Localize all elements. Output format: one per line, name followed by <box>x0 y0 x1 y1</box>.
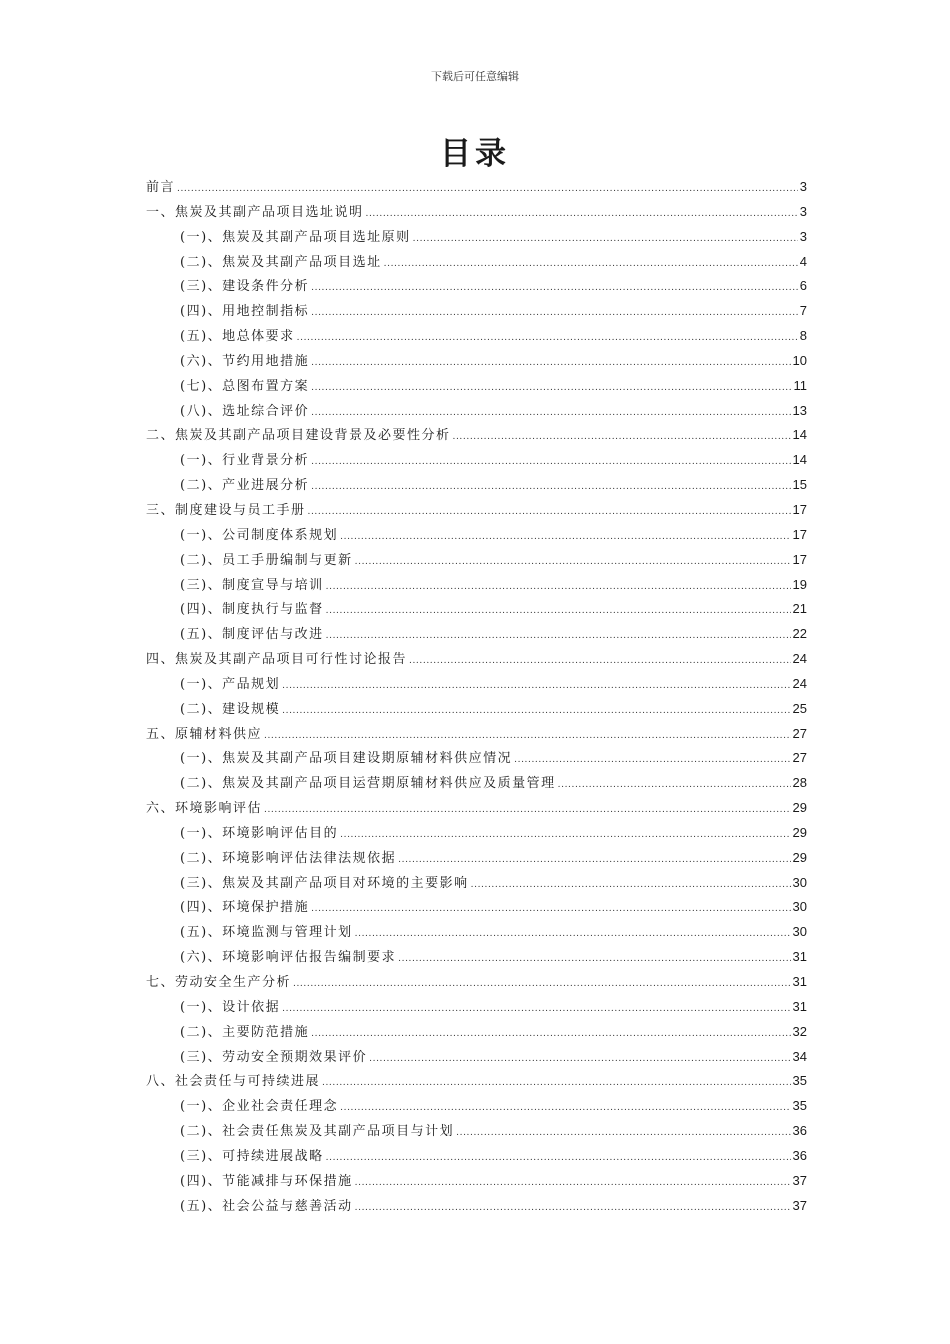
toc-subsection-entry[interactable] <box>146 821 807 846</box>
toc-subsection-entry[interactable] <box>146 746 807 771</box>
toc-dot-leader <box>311 376 791 401</box>
toc-dot-leader <box>311 401 790 426</box>
toc-dot-leader <box>453 425 791 450</box>
toc-section-entry[interactable] <box>146 722 807 747</box>
toc-section-entry[interactable] <box>146 1069 807 1094</box>
toc-page-number: 6 <box>799 278 807 294</box>
toc-page-number: 22 <box>792 626 807 642</box>
toc-entry-label: (一)、公司制度体系规划 <box>180 527 339 543</box>
toc-page-number: 24 <box>792 651 807 667</box>
toc-entry-label: (八)、选址综合评价 <box>180 403 310 419</box>
toc-subsection-entry[interactable] <box>146 597 807 622</box>
toc-entry-label: 二、焦炭及其副产品项目建设背景及必要性分析 <box>146 428 451 444</box>
toc-entry-label: 八、社会责任与可持续进展 <box>146 1074 321 1090</box>
toc-page-number: 32 <box>792 1023 807 1039</box>
toc-subsection-entry[interactable] <box>146 995 807 1020</box>
toc-entry-label: 七、劳动安全生产分析 <box>146 975 292 990</box>
toc-page-number: 30 <box>792 924 807 940</box>
toc-entry-label: (六)、环境影响评估报告编制要求 <box>180 950 397 966</box>
toc-page-number: 3 <box>799 179 807 194</box>
toc-page-number: 14 <box>792 427 807 443</box>
toc-dot-leader <box>366 202 798 227</box>
toc-entry-label: (一)、企业社会责任理念 <box>180 1099 339 1115</box>
toc-dot-leader <box>264 798 791 823</box>
toc-page-number: 19 <box>792 576 807 592</box>
toc-subsection-entry[interactable] <box>146 324 807 349</box>
toc-dot-leader <box>311 351 790 376</box>
toc-entry-label: (四)、节能减排与环保措施 <box>180 1173 353 1189</box>
toc-subsection-entry[interactable] <box>146 299 807 324</box>
toc-page-number: 29 <box>792 849 807 865</box>
toc-entry-label: (五)、地总体要求 <box>180 329 295 345</box>
toc-dot-leader <box>384 252 798 277</box>
toc-entry-label: (二)、员工手册编制与更新 <box>180 552 353 568</box>
toc-dot-leader <box>471 873 791 898</box>
toc-page-number: 37 <box>792 1172 807 1188</box>
toc-page-number: 29 <box>792 824 807 840</box>
toc-entry-label: (一)、焦炭及其副产品项目建设期原辅材料供应情况 <box>180 751 513 767</box>
toc-subsection-entry[interactable] <box>146 399 807 424</box>
toc-dot-leader <box>177 177 798 202</box>
toc-dot-leader <box>293 972 791 997</box>
toc-page-number: 36 <box>792 1147 807 1163</box>
toc-page-number: 10 <box>792 352 807 368</box>
toc-subsection-entry[interactable] <box>146 448 807 473</box>
toc-dot-leader <box>558 773 791 798</box>
toc-dot-leader <box>340 823 790 848</box>
toc-dot-leader <box>322 1071 791 1096</box>
toc-subsection-entry[interactable] <box>146 349 807 374</box>
toc-title: 目录 <box>440 136 510 172</box>
toc-dot-leader <box>355 550 791 575</box>
toc-entry-label: 五、原辅材料供应 <box>146 726 263 742</box>
toc-subsection-entry[interactable] <box>146 846 807 871</box>
toc-dot-leader <box>311 1022 790 1047</box>
toc-entry-label: (二)、主要防范措施 <box>180 1024 310 1040</box>
toc-subsection-entry[interactable] <box>146 1169 807 1194</box>
toc-entry-label: (一)、产品规划 <box>180 676 281 692</box>
toc-entry-label: (二)、产业进展分析 <box>180 478 310 494</box>
toc-subsection-entry[interactable] <box>146 771 807 796</box>
toc-subsection-entry[interactable] <box>146 548 807 573</box>
toc-dot-leader <box>369 1047 790 1072</box>
toc-page-number: 11 <box>793 377 807 393</box>
toc-page-number: 29 <box>792 800 807 816</box>
toc-dot-leader <box>264 724 791 749</box>
toc-entry-label: (三)、焦炭及其副产品项目对环境的主要影响 <box>180 875 469 891</box>
toc-subsection-entry[interactable] <box>146 274 807 299</box>
toc-subsection-entry[interactable] <box>146 1094 807 1119</box>
toc-entry-label: (三)、可持续进展战略 <box>180 1148 324 1164</box>
toc-page-number: 25 <box>792 700 807 716</box>
toc-page-number: 4 <box>799 253 807 269</box>
toc-dot-leader <box>282 674 790 699</box>
toc-entry-label: (一)、设计依据 <box>180 999 281 1015</box>
toc-section-entry[interactable] <box>146 970 807 995</box>
toc-dot-leader <box>355 1196 791 1221</box>
toc-page-number: 31 <box>792 949 807 965</box>
toc-entry-label: (一)、焦炭及其副产品项目选址原则 <box>180 229 411 245</box>
toc-subsection-entry[interactable] <box>146 672 807 697</box>
toc-dot-leader <box>398 947 790 972</box>
toc-entry-label: (五)、环境监测与管理计划 <box>180 925 353 941</box>
toc-subsection-entry[interactable] <box>146 1020 807 1045</box>
table-of-contents <box>146 175 807 1218</box>
toc-page-number: 30 <box>792 874 807 890</box>
toc-dot-leader <box>326 599 791 624</box>
toc-entry-label: (一)、行业背景分析 <box>180 453 310 469</box>
toc-page-number: 8 <box>799 328 807 344</box>
toc-entry-label: (五)、制度评估与改进 <box>180 627 324 643</box>
toc-entry-label: (七)、总图布置方案 <box>180 378 310 394</box>
toc-dot-leader <box>282 699 790 724</box>
toc-entry-label: (二)、焦炭及其副产品项目运营期原辅材料供应及质量管理 <box>180 776 556 792</box>
toc-entry-label: 前言 <box>146 180 176 195</box>
toc-entry-label: (五)、社会公益与慈善活动 <box>180 1198 353 1214</box>
toc-entry-label: (二)、社会责任焦炭及其副产品项目与计划 <box>180 1124 455 1140</box>
toc-page-number: 31 <box>792 998 807 1014</box>
toc-page-number: 3 <box>799 228 807 244</box>
toc-dot-leader <box>340 525 790 550</box>
toc-subsection-entry[interactable] <box>146 250 807 275</box>
toc-dot-leader <box>326 575 791 600</box>
toc-dot-leader <box>355 922 791 947</box>
toc-dot-leader <box>311 897 790 922</box>
toc-dot-leader <box>413 227 798 252</box>
toc-entry-label: 三、制度建设与员工手册 <box>146 502 306 518</box>
toc-page-number: 34 <box>792 1048 807 1064</box>
toc-dot-leader <box>282 997 790 1022</box>
toc-page-number: 27 <box>792 725 807 741</box>
toc-entry-label: (四)、环境保护措施 <box>180 900 310 916</box>
toc-subsection-entry[interactable] <box>146 573 807 598</box>
toc-dot-leader <box>355 1171 791 1196</box>
header-note: 下载后可任意编辑 <box>431 70 519 83</box>
toc-page-number: 17 <box>792 551 807 567</box>
toc-entry-label: (三)、劳动安全预期效果评价 <box>180 1049 368 1065</box>
toc-entry-label: (六)、节约用地措施 <box>180 353 310 369</box>
toc-entry-label: (三)、建设条件分析 <box>180 279 310 295</box>
toc-page-number: 13 <box>792 402 807 418</box>
toc-dot-leader <box>340 1096 790 1121</box>
toc-dot-leader <box>297 326 798 351</box>
toc-page-number: 35 <box>792 1073 807 1089</box>
toc-entry-label: 四、焦炭及其副产品项目可行性讨论报告 <box>146 652 408 668</box>
toc-dot-leader <box>308 500 791 525</box>
toc-dot-leader <box>456 1121 790 1146</box>
toc-entry-label: (二)、建设规模 <box>180 701 281 717</box>
toc-entry-label: 六、环境影响评估 <box>146 801 263 817</box>
toc-section-entry[interactable] <box>146 175 807 200</box>
toc-section-entry[interactable] <box>146 796 807 821</box>
toc-dot-leader <box>326 1146 791 1171</box>
toc-page-number: 17 <box>792 526 807 542</box>
toc-entry-label: (二)、环境影响评估法律法规依据 <box>180 850 397 866</box>
toc-subsection-entry[interactable] <box>146 473 807 498</box>
toc-subsection-entry[interactable] <box>146 523 807 548</box>
toc-entry-label: (三)、制度宣导与培训 <box>180 577 324 593</box>
toc-page-number: 31 <box>792 974 807 989</box>
toc-entry-label: (四)、制度执行与监督 <box>180 602 324 618</box>
toc-page-number: 28 <box>792 775 807 791</box>
toc-page-number: 36 <box>792 1123 807 1139</box>
toc-entry-label: (二)、焦炭及其副产品项目选址 <box>180 254 382 270</box>
toc-subsection-entry[interactable] <box>146 871 807 896</box>
toc-subsection-entry[interactable] <box>146 374 807 399</box>
toc-page-number: 7 <box>799 303 807 319</box>
toc-page-number: 15 <box>792 477 807 493</box>
toc-subsection-entry[interactable] <box>146 895 807 920</box>
toc-subsection-entry[interactable] <box>146 1045 807 1070</box>
toc-subsection-entry[interactable] <box>146 945 807 970</box>
toc-dot-leader <box>398 848 790 873</box>
toc-page-number: 27 <box>792 750 807 766</box>
toc-dot-leader <box>311 301 798 326</box>
toc-page-number: 14 <box>792 452 807 468</box>
toc-entry-label: (四)、用地控制指标 <box>180 304 310 320</box>
toc-subsection-entry[interactable] <box>146 225 807 250</box>
toc-dot-leader <box>311 276 798 301</box>
toc-subsection-entry[interactable] <box>146 1144 807 1169</box>
toc-subsection-entry[interactable] <box>146 920 807 945</box>
toc-page-number: 3 <box>799 203 807 219</box>
toc-section-entry[interactable] <box>146 423 807 448</box>
toc-section-entry[interactable] <box>146 647 807 672</box>
toc-subsection-entry[interactable] <box>146 697 807 722</box>
toc-dot-leader <box>326 624 791 649</box>
toc-page-number: 35 <box>792 1098 807 1114</box>
toc-section-entry[interactable] <box>146 200 807 225</box>
toc-dot-leader <box>311 450 790 475</box>
toc-page-number: 24 <box>792 675 807 691</box>
toc-page-number: 30 <box>792 899 807 915</box>
toc-dot-leader <box>409 649 791 674</box>
toc-page-number: 17 <box>792 501 807 517</box>
toc-entry-label: 一、焦炭及其副产品项目选址说明 <box>146 204 364 220</box>
toc-page-number: 21 <box>792 601 807 617</box>
toc-subsection-entry[interactable] <box>146 1119 807 1144</box>
toc-dot-leader <box>311 475 790 500</box>
toc-subsection-entry[interactable] <box>146 1194 807 1219</box>
toc-dot-leader <box>514 748 790 773</box>
toc-entry-label: (一)、环境影响评估目的 <box>180 825 339 841</box>
toc-page-number: 37 <box>792 1197 807 1213</box>
toc-section-entry[interactable] <box>146 498 807 523</box>
toc-subsection-entry[interactable] <box>146 622 807 647</box>
